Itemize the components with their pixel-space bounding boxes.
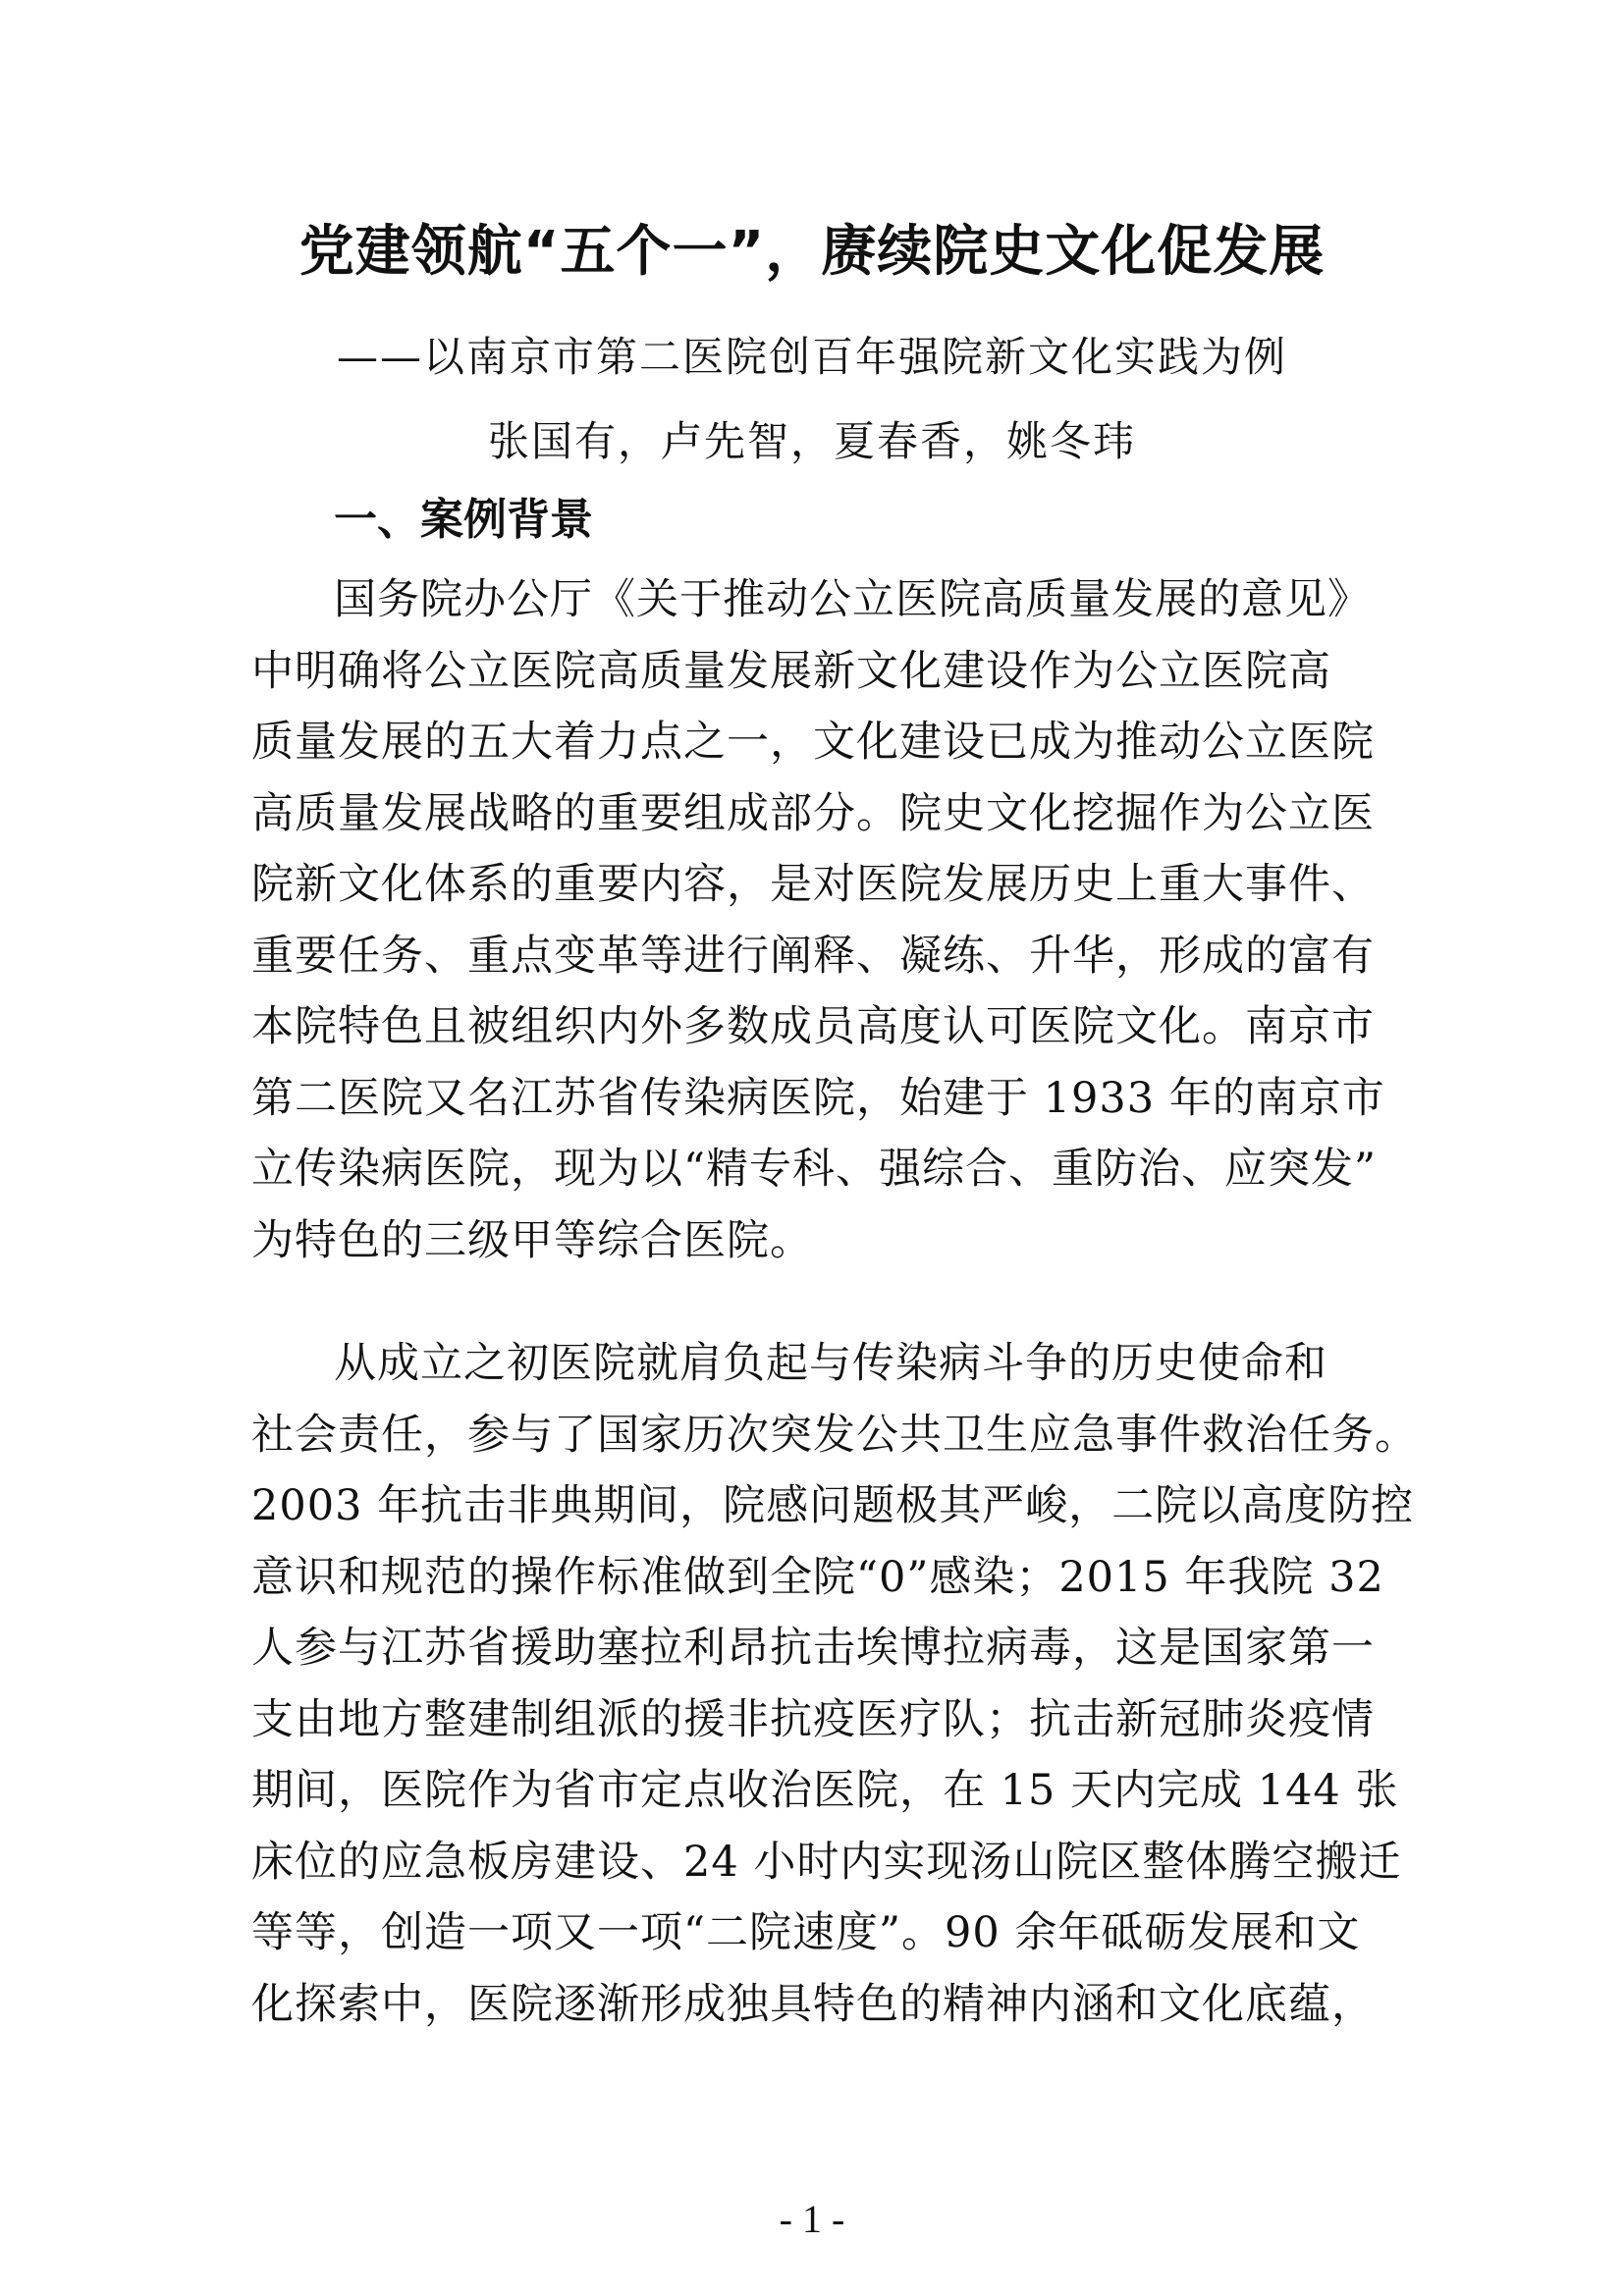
author-list: 张国有，卢先智，夏春香，姚冬玮 [487,417,1136,465]
paragraph-line: 支由地方整建制组派的援非抗疫医疗队；抗击新冠肺炎疫情 [251,1694,1375,1744]
paragraph-background-1 [251,564,1390,1276]
paragraph-line: 2003 年抗击非典期间，院感问题极其严峻，二院以高度防控 [251,1481,1415,1530]
paragraph-line: 国务院办公厅《关于推动公立医院高质量发展的意见》 [334,575,1371,624]
paragraph-line: 化探索中，医院逐渐形成独具特色的精神内涵和文化底蕴， [251,1979,1375,2029]
paragraph-line: 床位的应急板房建设、24 小时内实现汤山院区整体腾空搬迁 [251,1837,1402,1887]
paragraph-line: 质量发展的五大着力点之一，文化建设已成为推动公立医院 [251,718,1375,767]
paragraph-line: 中明确将公立医院高质量发展新文化建设作为公立医院高 [251,646,1331,696]
paragraph-background-2 [251,1328,1418,2040]
paragraph-line: 意识和规范的操作标准做到全院“0”感染；2015 年我院 32 [251,1552,1384,1602]
paragraph-line: 等等，创造一项又一项“二院速度”。90 余年砥砺发展和文 [251,1908,1361,1957]
paragraph-line: 重要任务、重点变革等进行阐释、凝练、升华，形成的富有 [251,931,1375,981]
paragraph-line: 高质量发展战略的重要组成部分。院史文化挖掘作为公立医 [251,788,1375,838]
paragraph-line: 社会责任，参与了国家历次突发公共卫生应急事件救治任务。 [251,1410,1418,1460]
paragraph-line: 第二医院又名江苏省传染病医院，始建于 1933 年的南京市 [251,1073,1385,1123]
section-heading: 一、案例背景 [334,495,593,545]
paragraph-line: 本院特色且被组织内外多数成员高度认可医院文化。南京市 [251,1002,1375,1051]
paragraph-line: 期间，医院作为省市定点收治医院，在 15 天内完成 144 张 [251,1766,1399,1815]
paragraph-line: 立传染病医院，现为以“精专科、强综合、重防治、应突发” [251,1145,1377,1194]
paragraph-line: 为特色的三级甲等综合医院。 [251,1215,813,1265]
document-subtitle: ——以南京市第二医院创百年强院新文化实践为例 [336,333,1287,381]
document-title: 党建领航“五个一”，赓续院史文化促发展 [298,220,1326,284]
page-number: - 1 - [779,2197,845,2241]
paragraph-line: 从成立之初医院就肩负起与传染病斗争的历史使命和 [334,1339,1327,1388]
paragraph-line: 院新文化体系的重要内容，是对医院发展历史上重大事件、 [251,860,1375,909]
paragraph-line: 人参与江苏省援助塞拉利昂抗击埃博拉病毒，这是国家第一 [251,1624,1375,1673]
